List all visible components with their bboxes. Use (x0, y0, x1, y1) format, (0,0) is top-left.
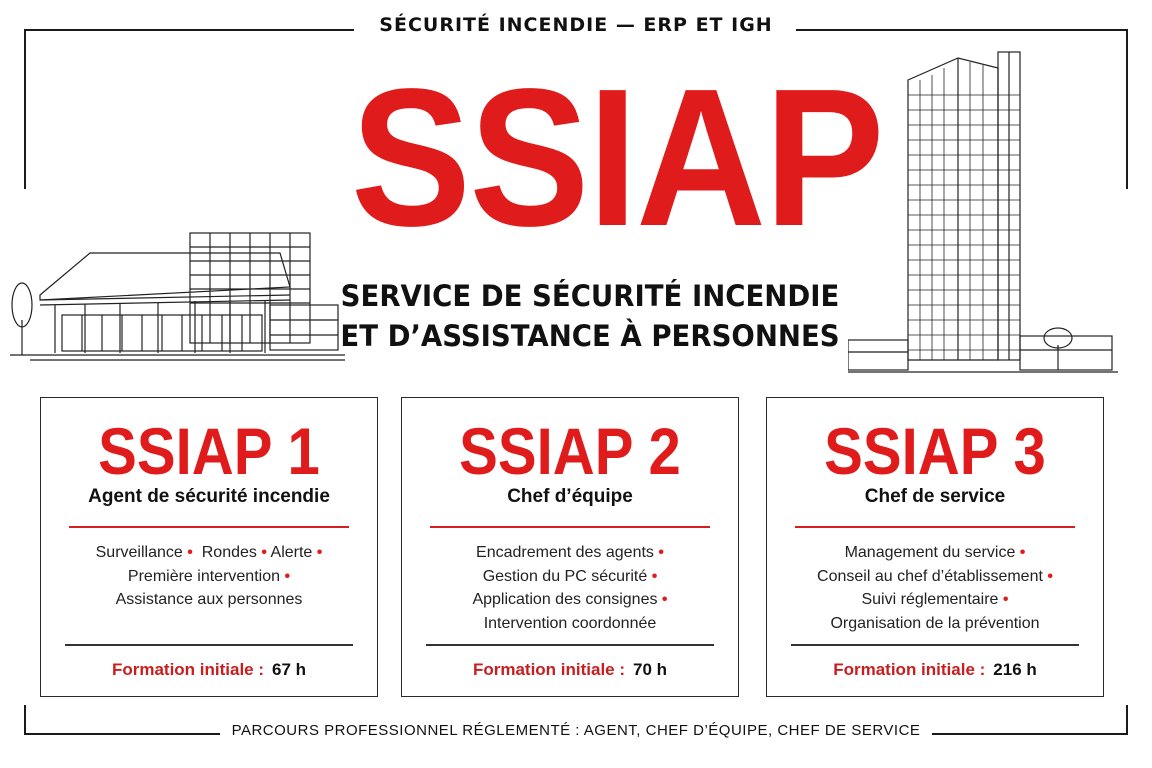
subtitle-line-1: SERVICE DE SÉCURITÉ INCENDIE (340, 279, 840, 313)
duty-line (777, 588, 1093, 612)
duty-line (777, 565, 1093, 589)
formation-hours (41, 660, 377, 680)
bullet-icon: • (1002, 591, 1009, 608)
duty-line (412, 612, 728, 636)
duty-line (412, 541, 728, 565)
card-ssiap-1 (40, 397, 378, 697)
dark-divider (65, 644, 353, 646)
bullet-icon: • (1019, 544, 1026, 561)
bullet-icon: • (187, 544, 193, 561)
duty-item: Alerte (270, 544, 313, 561)
formation-value: 67 h (272, 660, 307, 679)
duty-item: Organisation de la prévention (830, 614, 1040, 632)
bullet-icon: • (651, 567, 658, 585)
duty-item: Gestion du PC sécurité (482, 567, 648, 585)
page-subtitle (334, 276, 847, 356)
duty-list (51, 541, 367, 612)
red-divider (795, 526, 1075, 528)
duty-list (412, 541, 728, 635)
red-divider (69, 526, 349, 528)
card-title: SSIAP 1 (98, 414, 320, 488)
formation-value: 216 h (993, 660, 1037, 679)
bullet-icon: • (1047, 567, 1053, 585)
duty-line (777, 541, 1093, 565)
frame-left-top (24, 29, 26, 189)
bullet-icon: • (261, 544, 267, 561)
duty-line (51, 588, 367, 612)
bullet-icon: • (316, 544, 323, 561)
bullet-icon: • (284, 567, 291, 585)
igh-tower-icon (848, 40, 1118, 375)
formation-hours (767, 660, 1103, 680)
page-title: SSIAP (350, 48, 883, 267)
dark-divider (426, 644, 714, 646)
duty-item: Première intervention (127, 567, 280, 585)
formation-value: 70 h (633, 660, 668, 679)
duty-item: Assistance aux personnes (115, 591, 303, 608)
duty-item: Management du service (844, 544, 1016, 561)
duty-line (412, 565, 728, 589)
dark-divider (791, 644, 1079, 646)
footer-caption (0, 722, 1152, 739)
card-title: SSIAP 3 (824, 414, 1046, 488)
footer-text: PARCOURS PROFESSIONNEL RÉGLEMENTÉ : AGENT, CHEF D’ÉQUIPE, CHEF DE SERVICE (220, 722, 933, 739)
duty-item: Intervention coordonnée (483, 614, 657, 632)
duty-item: Application des consignes (472, 591, 658, 608)
formation-label: Formation initiale : (833, 660, 986, 679)
duty-item: Conseil au chef d’établissement (817, 567, 1043, 585)
duty-item: Rondes (201, 544, 257, 561)
card-role: Chef d’équipe (507, 486, 633, 507)
bullet-icon: • (658, 544, 664, 561)
duty-line (777, 612, 1093, 636)
card-title: SSIAP 2 (459, 414, 681, 488)
red-divider (430, 526, 710, 528)
bullet-icon: • (661, 591, 668, 608)
card-role: Chef de service (864, 486, 1006, 507)
duty-list (777, 541, 1093, 635)
duty-line (51, 541, 367, 565)
formation-hours (402, 660, 738, 680)
card-ssiap-2 (401, 397, 739, 697)
erp-building-icon (10, 225, 345, 365)
subtitle-line-2: ET D’ASSISTANCE À PERSONNES (340, 319, 840, 353)
formation-label: Formation initiale : (472, 660, 626, 679)
duty-item: Encadrement des agents (476, 544, 654, 561)
formation-label: Formation initiale : (111, 660, 265, 679)
duty-line (51, 565, 367, 589)
duty-item: Surveillance (95, 544, 183, 561)
frame-right-top (1126, 29, 1128, 189)
duty-line (412, 588, 728, 612)
duty-item: Suivi réglementaire (861, 591, 999, 608)
top-tagline: SÉCURITÉ INCENDIE — ERP ET IGH (0, 14, 1152, 36)
card-role: Agent de sécurité incendie (88, 486, 330, 507)
card-ssiap-3 (766, 397, 1104, 697)
